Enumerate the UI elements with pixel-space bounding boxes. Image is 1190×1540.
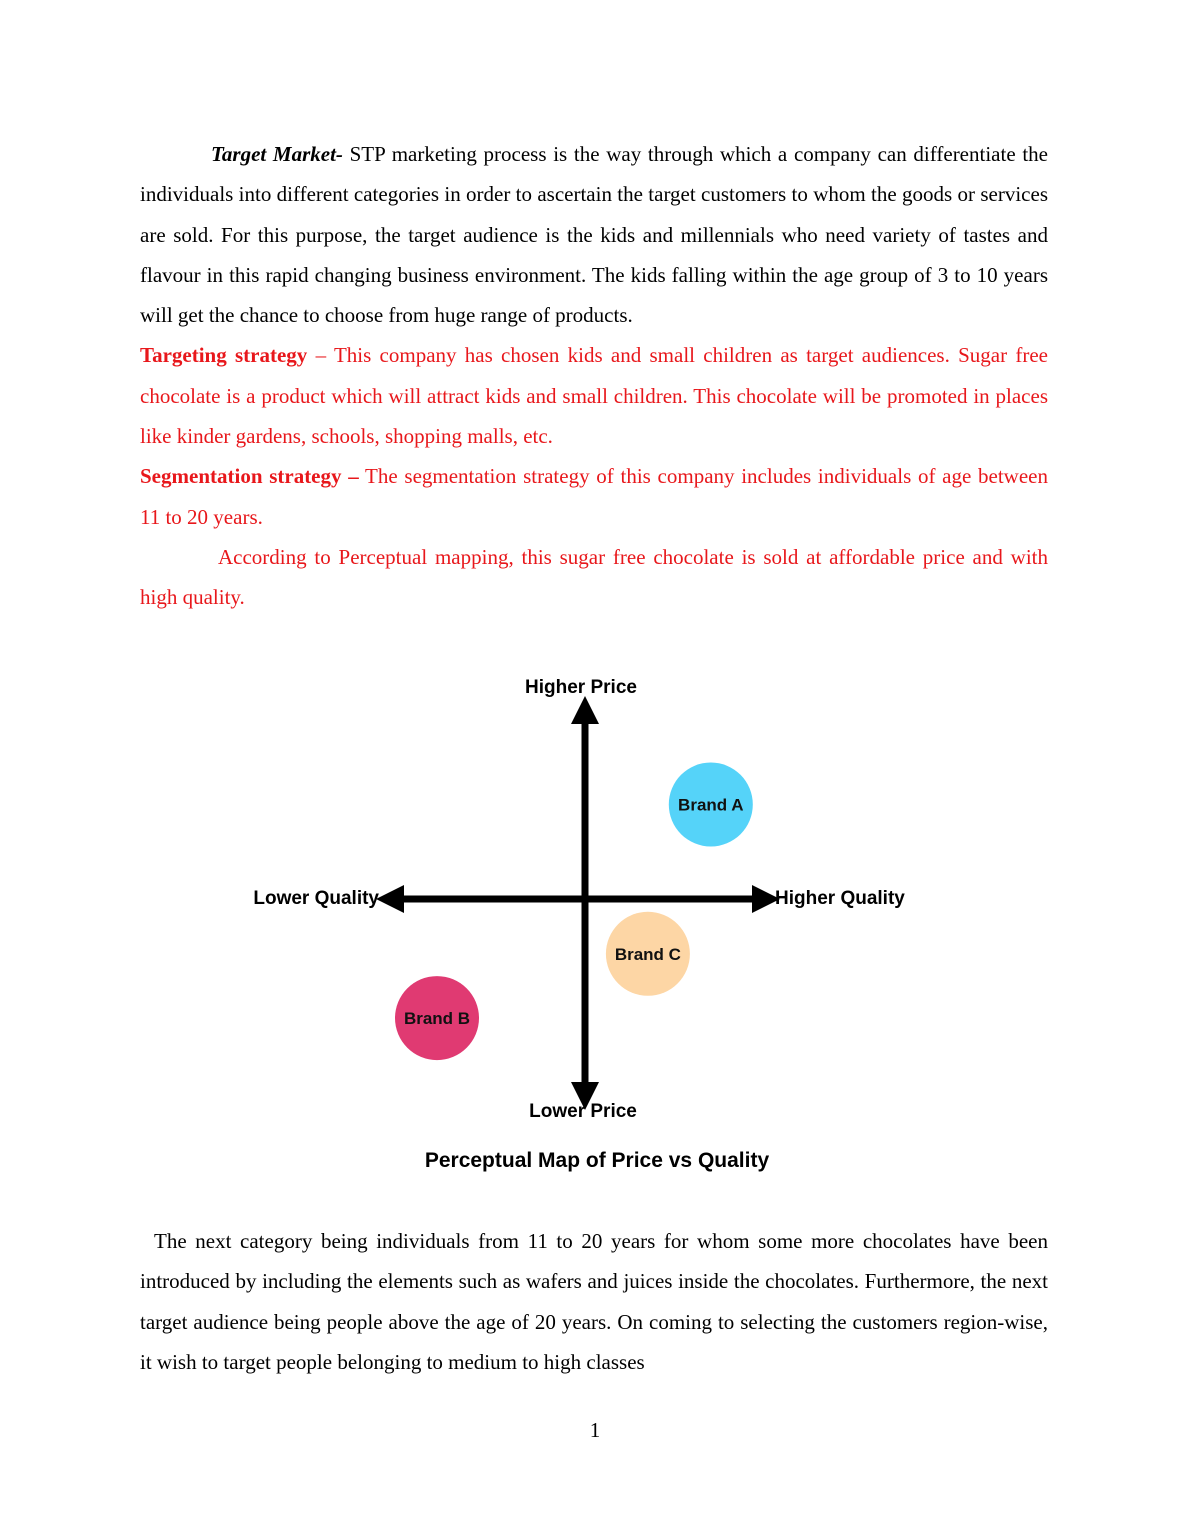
higher-price-label: Higher Price xyxy=(525,677,637,698)
brand-c-point xyxy=(606,912,690,996)
paragraph-next-category: The next category being individuals from 11 to 20 years for whom some more chocolates have been introduced by including the elements such as wafers and juices inside the chocolates. Furthermore, the next target audience being people above the age of 20 years. On coming to selecting the customers region-wise, it wish to target people belonging to medium to high classes xyxy=(140,1229,1048,1374)
higher-quality-label: Higher Quality xyxy=(775,888,905,909)
paragraph-targeting-strategy xyxy=(140,335,1048,456)
segmentation-strategy-heading: Segmentation strategy – xyxy=(140,464,359,489)
document-body-bottom xyxy=(140,1221,1048,1382)
segmentation-strategy-text: The segmentation strategy of this company includes individuals of age between 11 to 20 years. xyxy=(140,464,1048,529)
brand-b-label: Brand B xyxy=(403,1009,471,1029)
brand-a-point xyxy=(669,763,753,847)
lower-price-label: Lower Price xyxy=(529,1101,637,1122)
paragraph-perceptual-mapping: According to Perceptual mapping, this sugar free chocolate is sold at affordable price and with high quality. xyxy=(140,544,1048,610)
targeting-strategy-text: – This company has chosen kids and small children as target audiences. Sugar free chocolate is a product which will attract kids and small children. This chocolate will be promoted in places like kinder gardens, schools, shopping malls, etc. xyxy=(140,343,1048,449)
paragraph-target-market xyxy=(140,134,1048,335)
brand-a-label: Brand A xyxy=(678,795,744,815)
perceptual-map-chart xyxy=(0,660,1190,1200)
targeting-strategy-heading: Targeting strategy xyxy=(140,343,308,368)
brand-b-point xyxy=(395,976,479,1060)
lower-quality-label: Lower Quality xyxy=(253,888,379,909)
target-market-heading: Target Market- xyxy=(211,142,343,166)
brand-points xyxy=(395,763,753,1061)
paragraph-segmentation-strategy xyxy=(140,456,1048,537)
document-body-top xyxy=(140,134,1048,618)
perceptual-map-figure xyxy=(0,660,1190,1200)
target-market-text: STP marketing process is the way through which a company can differentiate the individuals into different categories in order to ascertain the target customers to whom the goods or services are sold. For this purpose, the target audience is the kids and millennials who need variety of tastes and flavour in this rapid changing business environment. The kids falling within the age group of 3 to 10 years will get the chance to choose from huge range of products. xyxy=(140,142,1048,328)
chart-title: Perceptual Map of Price vs Quality xyxy=(424,1149,770,1172)
brand-c-label: Brand C xyxy=(614,944,681,964)
page-number: 1 xyxy=(589,1418,601,1442)
